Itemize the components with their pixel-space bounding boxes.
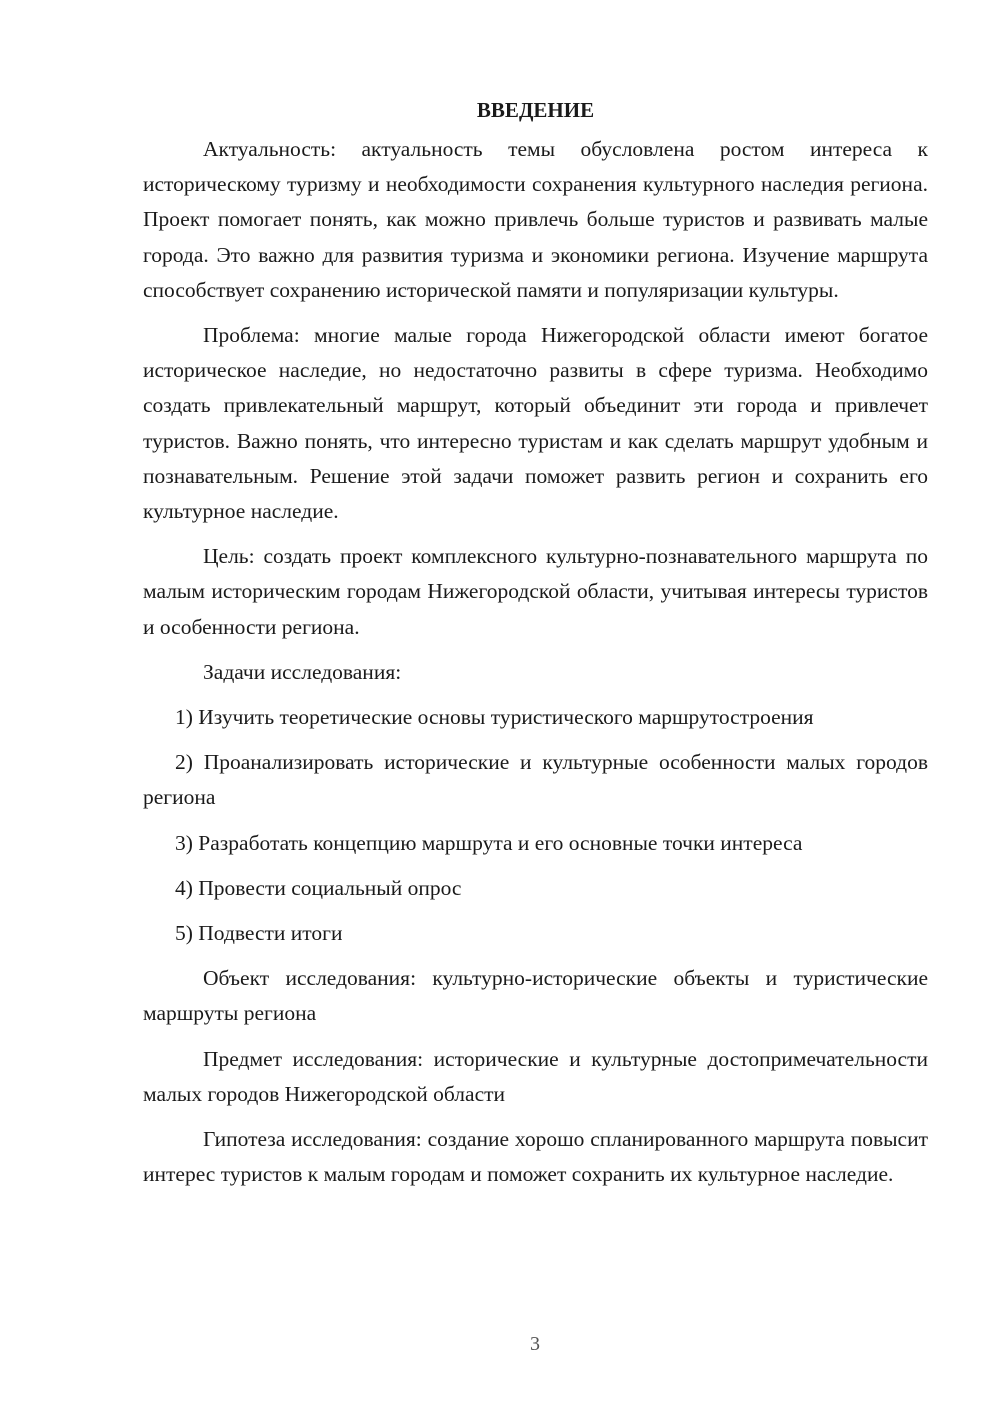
document-page [143, 94, 928, 1202]
goal-paragraph: Цель: создать проект комплексного культурно-познавательного маршрута по малым историческим городам Нижегородской области, учитывая интересы туристов и особенности региона. [143, 544, 928, 639]
problem-paragraph: Проблема: многие малые города Нижегородской области имеют богатое историческое наследие, но недостаточно развиты в сфере туризма. Необходимо создать привлекательный маршрут, который объединит эти города и привлечет туристов. Важно понять, что интересно туристам и как сделать маршрут удобным и познавательным. Решение этой задачи поможет развить регион и сохранить его культурное наследие. [143, 323, 928, 524]
page-number: 3 [530, 1333, 540, 1355]
task-item-3: 3) Разработать концепцию маршрута и его основные точки интереса [175, 830, 803, 855]
page-title: ВВЕДЕНИЕ [476, 98, 595, 122]
subject-paragraph: Предмет исследования: исторические и культурные достопримечательности малых городов Нижегородской области [143, 1046, 928, 1106]
object-paragraph: Объект исследования: культурно-исторические объекты и туристические маршруты региона [143, 966, 928, 1026]
tasks-heading: Задачи исследования: [203, 659, 402, 684]
task-item-1: 1) Изучить теоретические основы туристического маршрутостроения [175, 705, 814, 730]
hypothesis-paragraph: Гипотеза исследования: создание хорошо спланированного маршрута повысит интерес туристов к малым городам и поможет сохранить их культурное наследие. [143, 1127, 928, 1187]
task-item-2: 2) Проанализировать исторические и культурные особенности малых городов региона [143, 750, 928, 810]
task-item-4: 4) Провести социальный опрос [175, 875, 462, 900]
relevance-paragraph: Актуальность: актуальность темы обусловлена ростом интереса к историческому туризму и необходимости сохранения культурного наследия региона. Проект помогает понять, как можно привлечь больше туристов и развивать малые города. Это важно для развития туризма и экономики региона. Изучение маршрута способствует сохранению исторической памяти и популяризации культуры. [143, 137, 928, 302]
task-item-5: 5) Подвести итоги [175, 921, 343, 946]
